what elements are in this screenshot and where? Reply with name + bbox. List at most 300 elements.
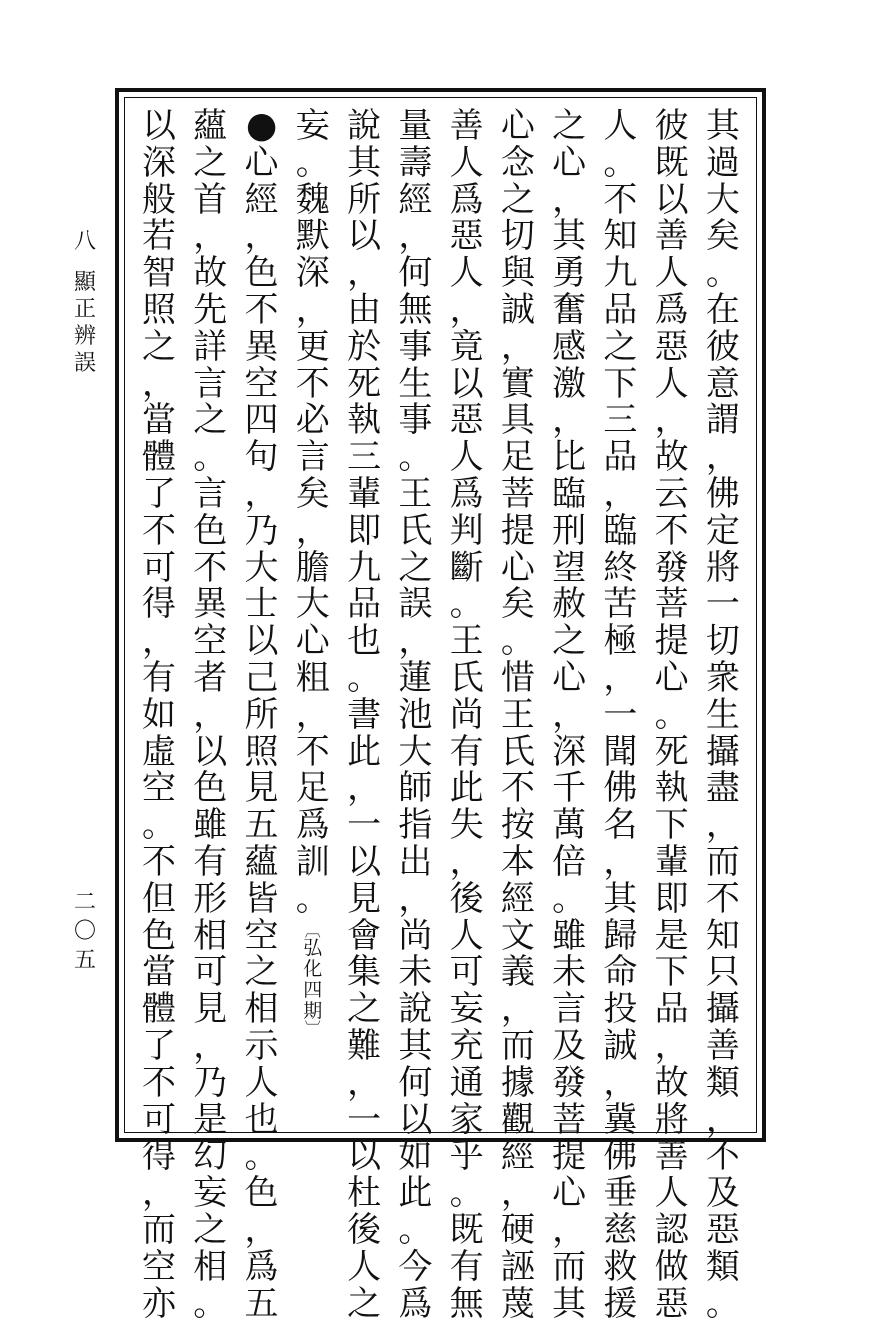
text-char: 垂	[603, 1173, 638, 1214]
text-char: 及	[705, 1173, 740, 1214]
text-char: 其	[552, 1283, 587, 1324]
text-char: 品	[603, 289, 638, 330]
text-char: 壽	[398, 142, 433, 183]
text-char: ，	[347, 1062, 382, 1103]
text-char: 執	[347, 400, 382, 441]
text-char: 更	[295, 326, 330, 367]
text-char: 。	[347, 657, 382, 698]
text-char: 盡	[705, 768, 740, 809]
text-char: 色	[193, 768, 228, 809]
text-char: 生	[398, 363, 433, 404]
page-number-char: 二	[73, 890, 96, 915]
text-char: 善	[654, 216, 689, 257]
text-char: 見	[347, 878, 382, 919]
text-char: ，	[603, 473, 638, 514]
text-char: 幻	[193, 1136, 228, 1177]
text-char: 五	[244, 1283, 279, 1324]
text-char: 歸	[603, 915, 638, 956]
text-char: 人	[654, 1173, 689, 1214]
text-char: 四	[244, 400, 279, 441]
text-char: 認	[654, 1209, 689, 1250]
text-char: 杜	[347, 1173, 382, 1214]
text-char: 言	[193, 473, 228, 514]
page-number-char: 〇	[73, 919, 96, 944]
text-char: 硬	[500, 1209, 535, 1250]
text-char: ，	[295, 694, 330, 735]
text-char: 爲	[449, 179, 484, 220]
text-char: 激	[552, 363, 587, 404]
text-char: 了	[142, 1025, 176, 1066]
text-char: 品	[347, 584, 382, 625]
text-char: 下	[603, 363, 638, 404]
text-char: 不	[500, 768, 535, 809]
text-char: 不	[295, 363, 330, 404]
text-char: 可	[193, 952, 228, 993]
text-char: ，	[295, 289, 330, 330]
source-note-char: 化	[303, 957, 323, 980]
text-char: 善	[449, 106, 484, 146]
text-char: 說	[347, 106, 382, 146]
text-char: 王	[500, 694, 535, 735]
text-char: 相	[193, 915, 228, 956]
text-char: ，	[603, 657, 638, 698]
text-char: 蘊	[193, 106, 228, 146]
text-char: ，	[142, 363, 176, 404]
text-char: 按	[500, 805, 535, 846]
text-char: 膽	[295, 547, 330, 588]
text-char: 了	[142, 473, 176, 514]
text-char: 之	[552, 621, 587, 662]
source-note-char: 弘	[303, 936, 323, 959]
text-char: 指	[398, 805, 433, 846]
text-char: 不	[142, 510, 176, 551]
text-char: 見	[193, 989, 228, 1030]
text-char: 相	[244, 989, 279, 1030]
text-column	[136, 106, 182, 1324]
text-char: 救	[603, 1246, 638, 1287]
text-char: ，	[500, 989, 535, 1030]
text-char: 心	[295, 621, 330, 662]
text-char: ，	[654, 400, 689, 441]
text-char: 善	[705, 1025, 740, 1066]
text-char: ，	[347, 253, 382, 294]
text-char: 以	[347, 216, 382, 257]
text-char: 書	[347, 694, 382, 735]
text-char: 可	[449, 952, 484, 993]
text-char: 此	[347, 731, 382, 772]
text-char: 判	[449, 510, 484, 551]
text-char: 若	[142, 216, 176, 257]
text-char: 下	[654, 952, 689, 993]
text-char: ，	[398, 878, 433, 919]
text-char: 空	[142, 768, 176, 809]
text-char: ，	[705, 437, 740, 478]
text-char: 。	[500, 621, 535, 662]
text-char: 以	[398, 1099, 433, 1140]
text-char: 五	[244, 805, 279, 846]
text-char: 句	[244, 437, 279, 478]
source-note-char: 四	[303, 978, 323, 1001]
text-char: 一	[347, 1099, 382, 1140]
text-char: 家	[449, 1099, 484, 1140]
text-char: 有	[142, 657, 176, 698]
text-char: 王	[398, 473, 433, 514]
text-char: 人	[244, 1062, 279, 1103]
text-char: 。	[398, 1209, 433, 1250]
text-char: 以	[244, 621, 279, 662]
text-char: 知	[603, 216, 638, 257]
text-char: 爲	[295, 805, 330, 846]
text-char: 氏	[398, 510, 433, 551]
text-char: 輩	[654, 841, 689, 882]
text-char: 照	[244, 731, 279, 772]
text-char: 極	[603, 621, 638, 662]
text-char: 提	[500, 510, 535, 551]
text-char: 。	[193, 1283, 228, 1324]
text-char: 爲	[654, 289, 689, 330]
text-char: 心	[552, 1173, 587, 1214]
text-char: 心	[552, 657, 587, 698]
text-char: 言	[193, 363, 228, 404]
text-char: ，	[193, 1025, 228, 1066]
text-char: 之	[347, 989, 382, 1030]
text-char: 己	[244, 657, 279, 698]
text-char: 人	[449, 437, 484, 478]
text-char: 提	[654, 621, 689, 662]
text-char: 將	[705, 547, 740, 588]
text-char: 與	[500, 253, 535, 294]
text-char: 所	[244, 694, 279, 735]
text-char: 萬	[552, 805, 587, 846]
text-char: 刑	[552, 510, 587, 551]
text-char: 不	[295, 731, 330, 772]
text-char: 心	[244, 142, 279, 183]
text-char: 也	[347, 621, 382, 662]
text-char: ，	[603, 841, 638, 882]
text-char: 故	[654, 1062, 689, 1103]
text-char: 爲	[398, 1283, 433, 1324]
text-char: 空	[142, 1246, 176, 1287]
text-char: ，	[654, 1025, 689, 1066]
text-char: 而	[705, 841, 740, 882]
text-char: 經	[500, 1136, 535, 1177]
text-char: ，	[552, 179, 587, 220]
text-char: 據	[500, 1062, 535, 1103]
text-char: 菩	[552, 1099, 587, 1140]
text-char: 發	[654, 547, 689, 588]
text-char: 如	[398, 1136, 433, 1177]
text-char: 事	[398, 326, 433, 367]
text-column	[495, 106, 541, 1324]
text-char: ，	[142, 1173, 176, 1214]
text-char: 空	[244, 363, 279, 404]
text-char: 蔑	[500, 1283, 535, 1324]
text-char: 。	[193, 437, 228, 478]
text-char: 命	[603, 952, 638, 993]
text-char: 九	[603, 253, 638, 294]
text-char: 死	[654, 731, 689, 772]
text-char: 人	[449, 142, 484, 183]
text-char: 異	[244, 326, 279, 367]
text-char: 人	[654, 253, 689, 294]
text-char: 如	[142, 694, 176, 735]
text-char: 生	[705, 694, 740, 735]
page-section-label: 八	[73, 229, 96, 254]
text-char: 聞	[603, 731, 638, 772]
text-char: ，	[705, 1099, 740, 1140]
text-char: 佛	[603, 768, 638, 809]
text-char: 先	[193, 289, 228, 330]
text-char: 體	[142, 437, 176, 478]
text-char: 其	[603, 878, 638, 919]
text-column	[239, 105, 285, 1324]
vertical-text-body	[136, 105, 746, 1324]
text-char: 投	[603, 989, 638, 1030]
book-title-char: 正	[73, 297, 96, 322]
text-char: 由	[347, 289, 382, 330]
text-char: ，	[449, 841, 484, 882]
text-column	[444, 106, 490, 1324]
source-note	[303, 920, 323, 1038]
text-char: 出	[398, 841, 433, 882]
text-char: 彼	[654, 106, 689, 146]
text-char: ，	[552, 694, 587, 735]
text-char: 可	[142, 547, 176, 588]
text-char: 慈	[603, 1209, 638, 1250]
text-char: 下	[654, 805, 689, 846]
text-char: 言	[552, 989, 587, 1030]
text-char: 有	[193, 841, 228, 882]
text-char: 爲	[449, 473, 484, 514]
text-char: 形	[193, 878, 228, 919]
text-char: 之	[193, 400, 228, 441]
text-char: 異	[193, 584, 228, 625]
text-char: 故	[654, 437, 689, 478]
text-column	[290, 108, 336, 1126]
text-char: 乃	[244, 510, 279, 551]
text-char: 蘊	[244, 841, 279, 882]
text-char: 援	[603, 1283, 638, 1324]
text-char: 文	[500, 915, 535, 956]
text-char: 後	[347, 1209, 382, 1250]
text-char: 深	[552, 731, 587, 772]
text-char: 惡	[449, 400, 484, 441]
text-char: 不	[705, 1136, 740, 1177]
text-char: 。	[603, 142, 638, 183]
text-char: 妄	[449, 989, 484, 1030]
text-char: 本	[500, 841, 535, 882]
text-char: 相	[193, 1246, 228, 1287]
text-char: 不	[193, 547, 228, 588]
text-char: 執	[654, 768, 689, 809]
text-char: 得	[142, 1136, 176, 1177]
text-char: 色	[244, 1173, 279, 1214]
page-number-char: 五	[73, 948, 96, 973]
text-char: 心	[552, 142, 587, 183]
text-char: 以	[654, 179, 689, 220]
text-char: 亦	[142, 1283, 176, 1324]
text-char: 竟	[449, 326, 484, 367]
text-char: 充	[449, 1025, 484, 1066]
text-char: 可	[142, 1099, 176, 1140]
text-char: 。	[449, 1173, 484, 1214]
text-char: 但	[142, 878, 176, 919]
text-char: 般	[142, 179, 176, 220]
text-column	[392, 106, 438, 1324]
text-char: 人	[449, 915, 484, 956]
text-char: 色	[193, 510, 228, 551]
text-char: 菩	[654, 584, 689, 625]
text-char: 大	[705, 179, 740, 220]
text-char: 品	[603, 437, 638, 478]
text-char: 及	[552, 1025, 587, 1066]
text-char: 以	[142, 106, 176, 146]
text-char: 而	[552, 1246, 587, 1287]
text-char: 三	[603, 400, 638, 441]
text-char: 不	[142, 841, 176, 882]
text-char: 說	[398, 989, 433, 1030]
text-char: 之	[142, 326, 176, 367]
book-title-char: 顯	[73, 270, 96, 295]
text-char: 。	[449, 584, 484, 625]
text-char: 之	[347, 1283, 382, 1324]
text-char: 無	[449, 1283, 484, 1324]
text-char: ，	[244, 473, 279, 514]
text-char: 有	[449, 731, 484, 772]
text-char: 觀	[500, 1099, 535, 1140]
text-char: ，	[449, 289, 484, 330]
text-char: 不	[603, 179, 638, 220]
text-char: 此	[449, 768, 484, 809]
text-char: 攝	[705, 989, 740, 1030]
text-char: 不	[244, 289, 279, 330]
text-char: 惜	[500, 657, 535, 698]
text-char: 。	[295, 878, 330, 919]
text-char: 倍	[552, 841, 587, 882]
text-char: 士	[244, 584, 279, 625]
text-char: 實	[500, 363, 535, 404]
text-column	[649, 106, 695, 1324]
text-char: 。	[705, 1283, 740, 1324]
text-char: 斷	[449, 547, 484, 588]
text-char: 妄	[193, 1173, 228, 1214]
text-char: 見	[244, 768, 279, 809]
text-char: 氏	[449, 657, 484, 698]
text-char: 後	[449, 878, 484, 919]
text-char: 集	[347, 952, 382, 993]
text-char: 惡	[705, 1209, 740, 1250]
text-char: 者	[193, 657, 228, 698]
text-char: 其	[705, 106, 740, 146]
text-char: 心	[500, 547, 535, 588]
text-char: 善	[654, 1136, 689, 1177]
text-char: 足	[295, 768, 330, 809]
text-char: 千	[552, 768, 587, 809]
text-char: 失	[449, 805, 484, 846]
text-char: 爲	[244, 1246, 279, 1287]
text-char: 。	[398, 437, 433, 478]
text-char: 故	[193, 253, 228, 294]
text-char: 粗	[295, 657, 330, 698]
text-char: 誠	[500, 289, 535, 330]
text-char: 。	[142, 805, 176, 846]
text-char: 九	[347, 547, 382, 588]
text-char: ，	[193, 216, 228, 257]
text-char: 矣	[705, 216, 740, 257]
text-char: 知	[705, 915, 740, 956]
text-char: 終	[603, 547, 638, 588]
text-char: 。	[552, 878, 587, 919]
text-char: ，	[244, 1209, 279, 1250]
text-char: 經	[244, 179, 279, 220]
text-char: 臨	[552, 473, 587, 514]
running-header	[70, 228, 100, 377]
text-char: 衆	[705, 657, 740, 698]
text-char: 冀	[603, 1099, 638, 1140]
text-char: 心	[500, 106, 535, 146]
text-char: 在	[705, 289, 740, 330]
text-char: ，	[295, 510, 330, 551]
text-char: 感	[552, 326, 587, 367]
text-char: 勇	[552, 253, 587, 294]
text-char: 意	[705, 363, 740, 404]
text-char: ，	[347, 768, 382, 809]
text-char: ，	[603, 1062, 638, 1103]
bullet-marker: ●	[245, 105, 278, 146]
text-char: 謂	[705, 400, 740, 441]
text-char: 大	[398, 731, 433, 772]
text-char: 以	[193, 731, 228, 772]
text-char: 於	[347, 326, 382, 367]
text-char: 人	[449, 253, 484, 294]
text-char: 之	[603, 326, 638, 367]
text-char: 氏	[500, 731, 535, 772]
text-char: 未	[552, 952, 587, 993]
text-char: 池	[398, 694, 433, 735]
text-char: 空	[244, 915, 279, 956]
text-char: 將	[654, 1099, 689, 1140]
text-char: 惡	[654, 1283, 689, 1324]
text-char: 臨	[603, 510, 638, 551]
text-char: 之	[552, 106, 587, 146]
text-char: 惡	[449, 216, 484, 257]
source-note-char: 期	[303, 999, 323, 1022]
text-char: 難	[347, 1025, 382, 1066]
text-char: 不	[654, 510, 689, 551]
text-char: 言	[295, 437, 330, 478]
text-char: 當	[142, 952, 176, 993]
text-char: 只	[705, 952, 740, 993]
text-char: 當	[142, 400, 176, 441]
text-char: ，	[500, 326, 535, 367]
text-char: 尚	[449, 694, 484, 735]
text-char: 類	[705, 1246, 740, 1287]
text-char: 做	[654, 1246, 689, 1287]
text-char: ，	[552, 400, 587, 441]
text-char: 是	[193, 1099, 228, 1140]
text-column	[597, 106, 643, 1324]
text-char: 之	[398, 547, 433, 588]
text-char: 佛	[603, 1136, 638, 1177]
text-char: 妄	[295, 106, 330, 146]
text-char: 蓮	[398, 657, 433, 698]
text-char: 默	[295, 216, 330, 257]
text-char: 皆	[244, 878, 279, 919]
text-char: 人	[654, 363, 689, 404]
text-char: 虛	[142, 731, 176, 772]
text-char: 乃	[193, 1062, 228, 1103]
text-char: 心	[654, 657, 689, 698]
